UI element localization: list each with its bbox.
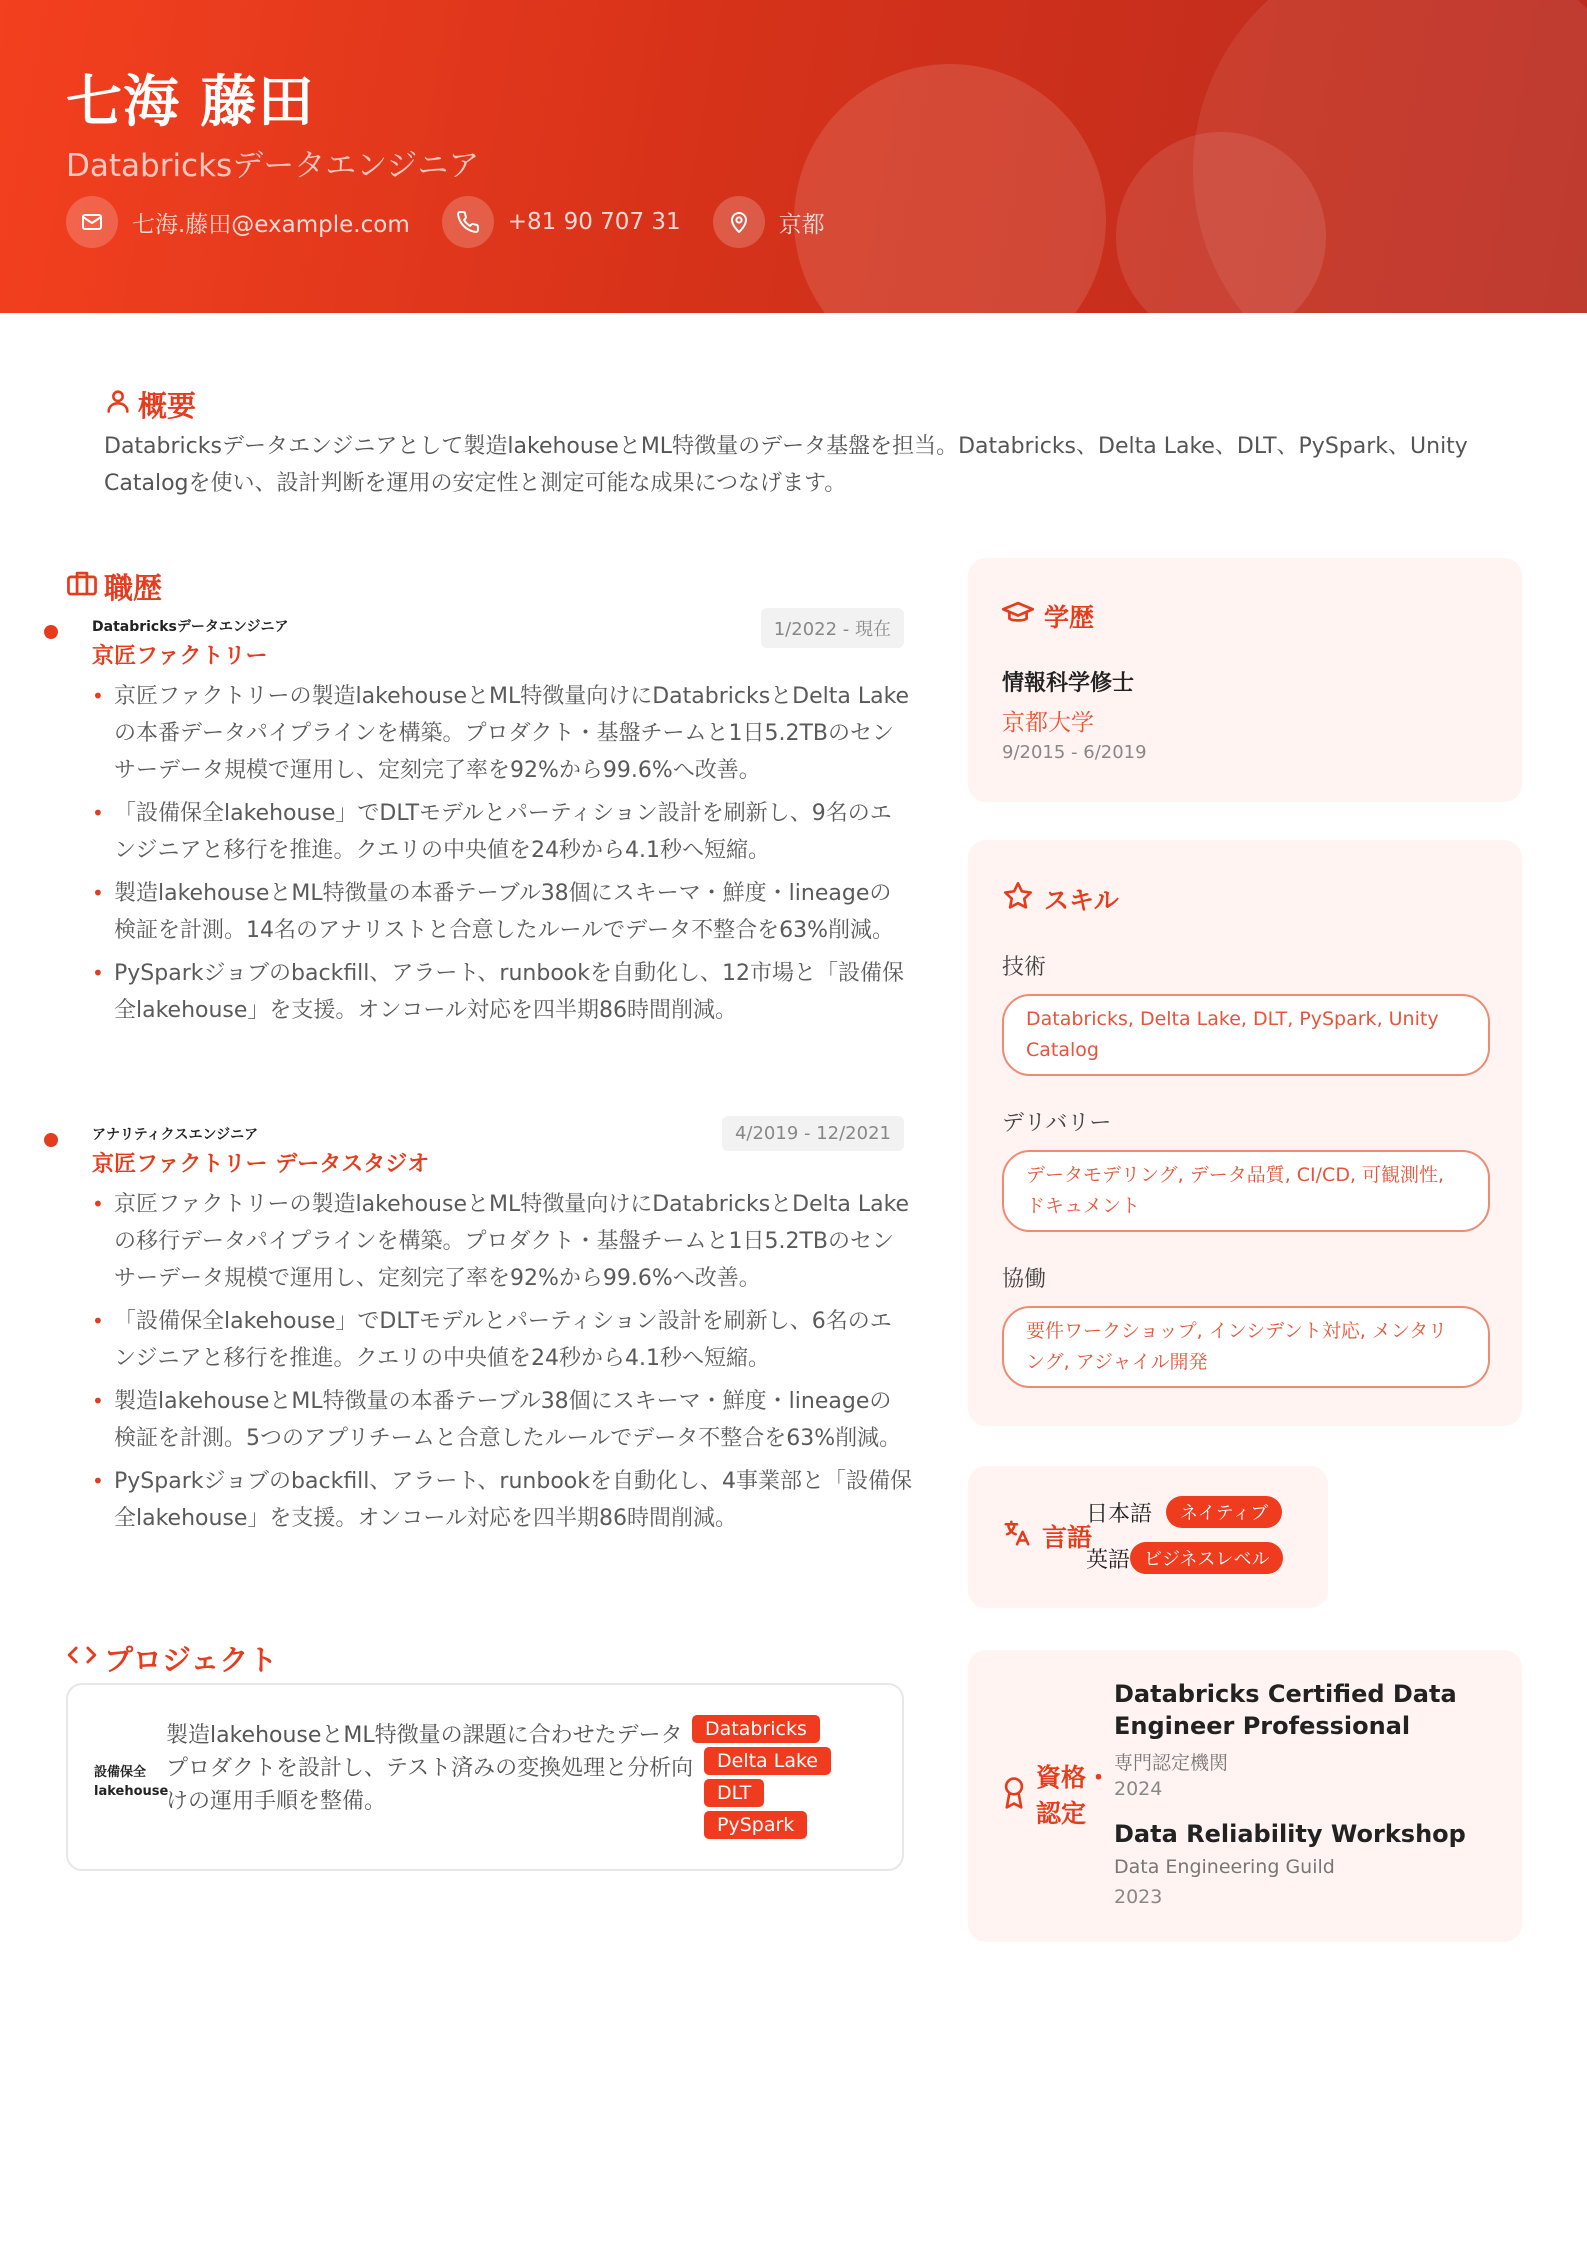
decorative-circle	[794, 64, 1106, 313]
job-bullet: • 京匠ファクトリーの製造lakehouseとML特徴量向けにDatabricksとDelta Lakeの移行データパイプラインを構築。プロダクト・基盤チームと1日5.2TBのセンサーデータ規模で運用し、定刻完了率を92%から99.6%へ改善。	[92, 1186, 912, 1297]
timeline-dot	[44, 625, 58, 639]
education-school: 京都大学	[1002, 710, 1094, 736]
skill-group-label: 技術	[1002, 955, 1047, 980]
language-name: 英語	[1086, 1547, 1131, 1573]
project-name: 設備保全lakehouse	[94, 1765, 169, 1799]
summary-title: 概要	[138, 389, 197, 423]
projects-title: プロジェクト	[104, 1643, 278, 1677]
cert-issuer: Data Engineering Guild	[1114, 1856, 1335, 1878]
job-company: 京匠ファクトリー データスタジオ	[92, 1152, 430, 1177]
job-date-badge: 4/2019 - 12/2021	[722, 1116, 904, 1151]
code-brackets-icon	[66, 1641, 104, 1676]
certifications-card	[968, 1650, 1522, 1942]
languages-title: 言語	[1042, 1523, 1093, 1552]
project-card	[66, 1683, 904, 1871]
languages-heading	[1002, 1518, 1092, 1554]
education-title: 学歴	[1044, 603, 1095, 632]
job-bullet: • 製造lakehouseとML特徴量の本番テーブル38個にスキーマ・鮮度・lineageの検証を計測。5つのアプリチームと合意したルールでデータ不整合を63%削減。	[92, 1383, 912, 1457]
summary-heading	[104, 384, 196, 425]
summary-text: Databricksデータエンジニアとして製造lakehouseとML特徴量のデータ基盤を担当。Databricks、Delta Lake、DLT、PySpark、Unity Catalogを使い、設計判断を運用の安定性と測定可能な成果につなげます。	[104, 434, 1468, 496]
cert-name: Databricks Certified Data Engineer Professional	[1114, 1680, 1457, 1740]
location-pin-icon	[713, 196, 765, 248]
job-date-badge: 1/2022 - 現在	[761, 608, 904, 648]
cert-issuer: 専門認定機関	[1114, 1752, 1229, 1774]
language-level-badge: ビジネスレベル	[1130, 1542, 1283, 1574]
contact-email[interactable]	[66, 196, 410, 248]
job-bullet: • 「設備保全lakehouse」でDLTモデルとパーティション設計を刷新し、9名のエンジニアと移行を推進。クエリの中央値を24秒から4.1秒へ短縮。	[92, 795, 912, 869]
skill-group-items: 要件ワークショップ, インシデント対応, メンタリング, アジャイル開発	[1002, 1306, 1490, 1388]
language-name: 日本語	[1086, 1501, 1153, 1527]
project-tag: DLT	[704, 1779, 764, 1807]
skills-title: スキル	[1044, 886, 1119, 915]
user-icon	[104, 387, 138, 422]
job-title: アナリティクスエンジニア	[92, 1127, 259, 1143]
skill-group-label: 協働	[1002, 1267, 1047, 1292]
cert-name: Data Reliability Workshop	[1114, 1820, 1466, 1848]
mail-icon	[66, 196, 118, 248]
job-company: 京匠ファクトリー	[92, 644, 268, 669]
resume-header	[0, 0, 1587, 313]
contact-location	[713, 196, 825, 248]
job-bullet: • 「設備保全lakehouse」でDLTモデルとパーティション設計を刷新し、6名のエンジニアと移行を推進。クエリの中央値を24秒から4.1秒へ短縮。	[92, 1303, 912, 1377]
cert-year: 2023	[1114, 1886, 1163, 1908]
skill-group-items: Databricks, Delta Lake, DLT, PySpark, Unity Catalog	[1002, 994, 1490, 1076]
project-tags	[692, 1715, 842, 1843]
language-level-badge: ネイティブ	[1166, 1496, 1282, 1528]
job-bullets	[92, 678, 912, 1035]
award-ribbon-icon	[1002, 1776, 1036, 1816]
skill-group-label: デリバリー	[1002, 1111, 1112, 1136]
job-title: Databricksデータエンジニア	[92, 619, 289, 635]
briefcase-icon	[66, 568, 104, 605]
graduation-cap-icon	[1002, 599, 1044, 633]
decorative-circle	[1193, 0, 1587, 313]
location-text: 京都	[778, 211, 825, 238]
language-item	[1086, 1496, 1282, 1528]
star-icon	[1002, 880, 1044, 918]
phone-icon	[442, 196, 494, 248]
skills-heading	[1002, 880, 1119, 918]
cert-year: 2024	[1114, 1778, 1163, 1800]
languages-card	[968, 1466, 1328, 1608]
project-description: 製造lakehouseとML特徴量の課題に合わせたデータプロダクトを設計し、テスト済みの変換処理と分析向けの運用手順を整備。	[166, 1723, 694, 1814]
education-heading	[1002, 598, 1094, 634]
project-tag: Delta Lake	[704, 1747, 831, 1775]
education-card	[968, 558, 1522, 802]
project-tag: PySpark	[704, 1811, 807, 1839]
certifications-heading	[1002, 1760, 1112, 1832]
experience-heading	[66, 566, 162, 607]
projects-heading	[66, 1638, 277, 1679]
contact-phone[interactable]	[442, 196, 681, 248]
certifications-title: 資格・認定	[1036, 1763, 1112, 1828]
project-tag: Databricks	[692, 1715, 820, 1743]
job-bullet: • 京匠ファクトリーの製造lakehouseとML特徴量向けにDatabricksとDelta Lakeの本番データパイプラインを構築。プロダクト・基盤チームと1日5.2TBのセンサーデータ規模で運用し、定刻完了率を92%から99.6%へ改善。	[92, 678, 912, 789]
skills-card	[968, 840, 1522, 1426]
education-degree: 情報科学修士	[1002, 671, 1135, 696]
contact-list	[66, 196, 857, 248]
candidate-role: Databricksデータエンジニア	[66, 148, 480, 184]
job-bullet: • PySparkジョブのbackfill、アラート、runbookを自動化し、12市場と「設備保全lakehouse」を支援。オンコール対応を四半期86時間削減。	[92, 955, 912, 1029]
phone-text: +81 90 707 31	[507, 209, 681, 235]
language-item	[1086, 1542, 1283, 1574]
skill-group-items: データモデリング, データ品質, CI/CD, 可観測性, ドキュメント	[1002, 1150, 1490, 1232]
job-bullets	[92, 1186, 912, 1543]
email-text: 七海.藤田@example.com	[132, 211, 410, 238]
education-date: 9/2015 - 6/2019	[1002, 742, 1147, 763]
timeline-dot	[44, 1133, 58, 1147]
job-bullet: • 製造lakehouseとML特徴量の本番テーブル38個にスキーマ・鮮度・lineageの検証を計測。14名のアナリストと合意したルールでデータ不整合を63%削減。	[92, 875, 912, 949]
candidate-name: 七海 藤田	[66, 70, 315, 135]
translate-icon	[1002, 1518, 1042, 1554]
job-bullet: • PySparkジョブのbackfill、アラート、runbookを自動化し、4事業部と「設備保全lakehouse」を支援。オンコール対応を四半期86時間削減。	[92, 1463, 912, 1537]
experience-title: 職歴	[104, 571, 163, 605]
